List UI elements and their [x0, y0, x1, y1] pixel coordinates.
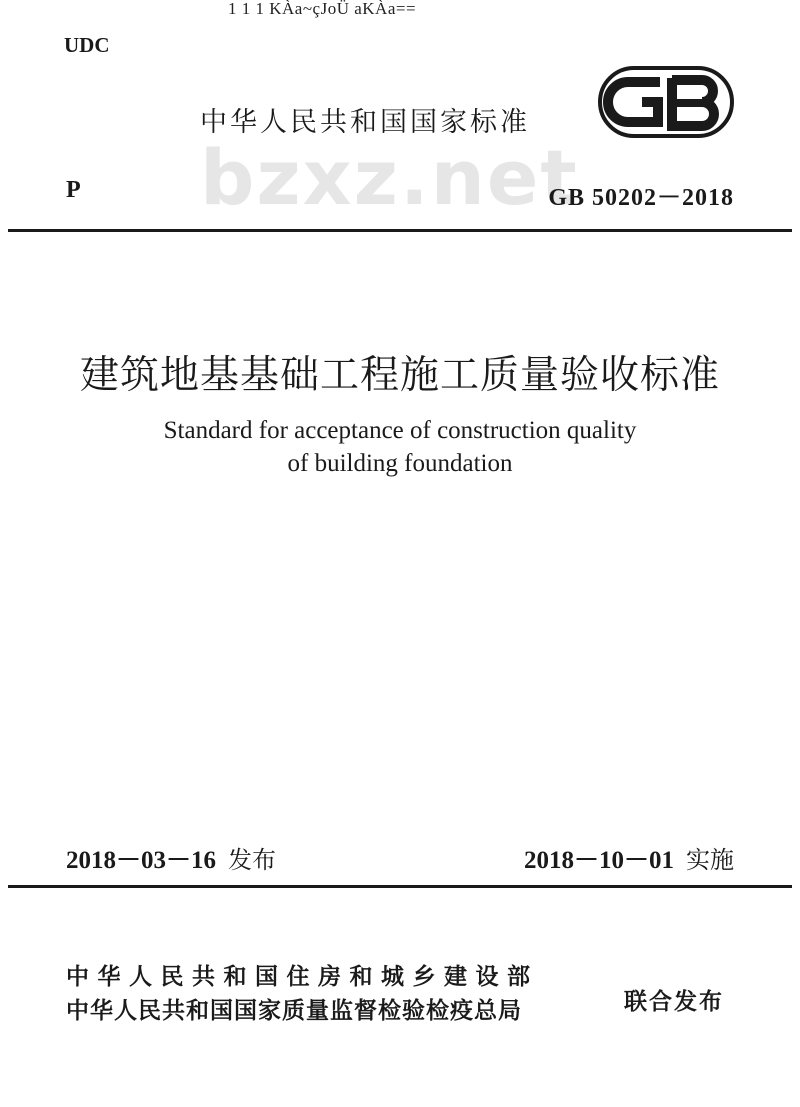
issuing-authority-1: 中华人民共和国住房和城乡建设部 — [66, 964, 539, 990]
watermark: bzxz.net — [200, 133, 579, 222]
udc-label: UDC — [64, 33, 110, 57]
effective-date: 2018－10－01 — [523, 847, 674, 874]
effective-label: 实施 — [686, 846, 734, 874]
joint-issue-label: 联合发布 — [624, 989, 724, 1015]
issue-date: 2018－03－16 — [66, 847, 217, 874]
garbled-header-text: 1 1 1 KÀa~çJoÜ aKÀa== — [228, 0, 417, 18]
issue-label: 发布 — [228, 846, 277, 874]
title-english — [0, 414, 800, 480]
gb-logo-icon — [598, 66, 734, 138]
effective-date-line — [524, 840, 734, 876]
issuing-authority-2: 中华人民共和国国家质量监督检验检疫总局 — [66, 998, 522, 1024]
issue-date-line — [66, 840, 276, 876]
title-english-line-1: Standard for acceptance of construction quality — [163, 417, 637, 444]
standard-number: GB 50202－2018 — [548, 185, 734, 211]
title-english-line-2: of building foundation — [287, 450, 513, 477]
top-divider — [8, 229, 792, 232]
bottom-divider — [8, 885, 792, 888]
gb-logo — [598, 66, 734, 138]
classification-code: P — [66, 177, 81, 203]
title-chinese: 建筑地基基础工程施工质量验收标准 — [79, 353, 720, 398]
national-standard-heading: 中华人民共和国国家标准 — [200, 107, 530, 138]
